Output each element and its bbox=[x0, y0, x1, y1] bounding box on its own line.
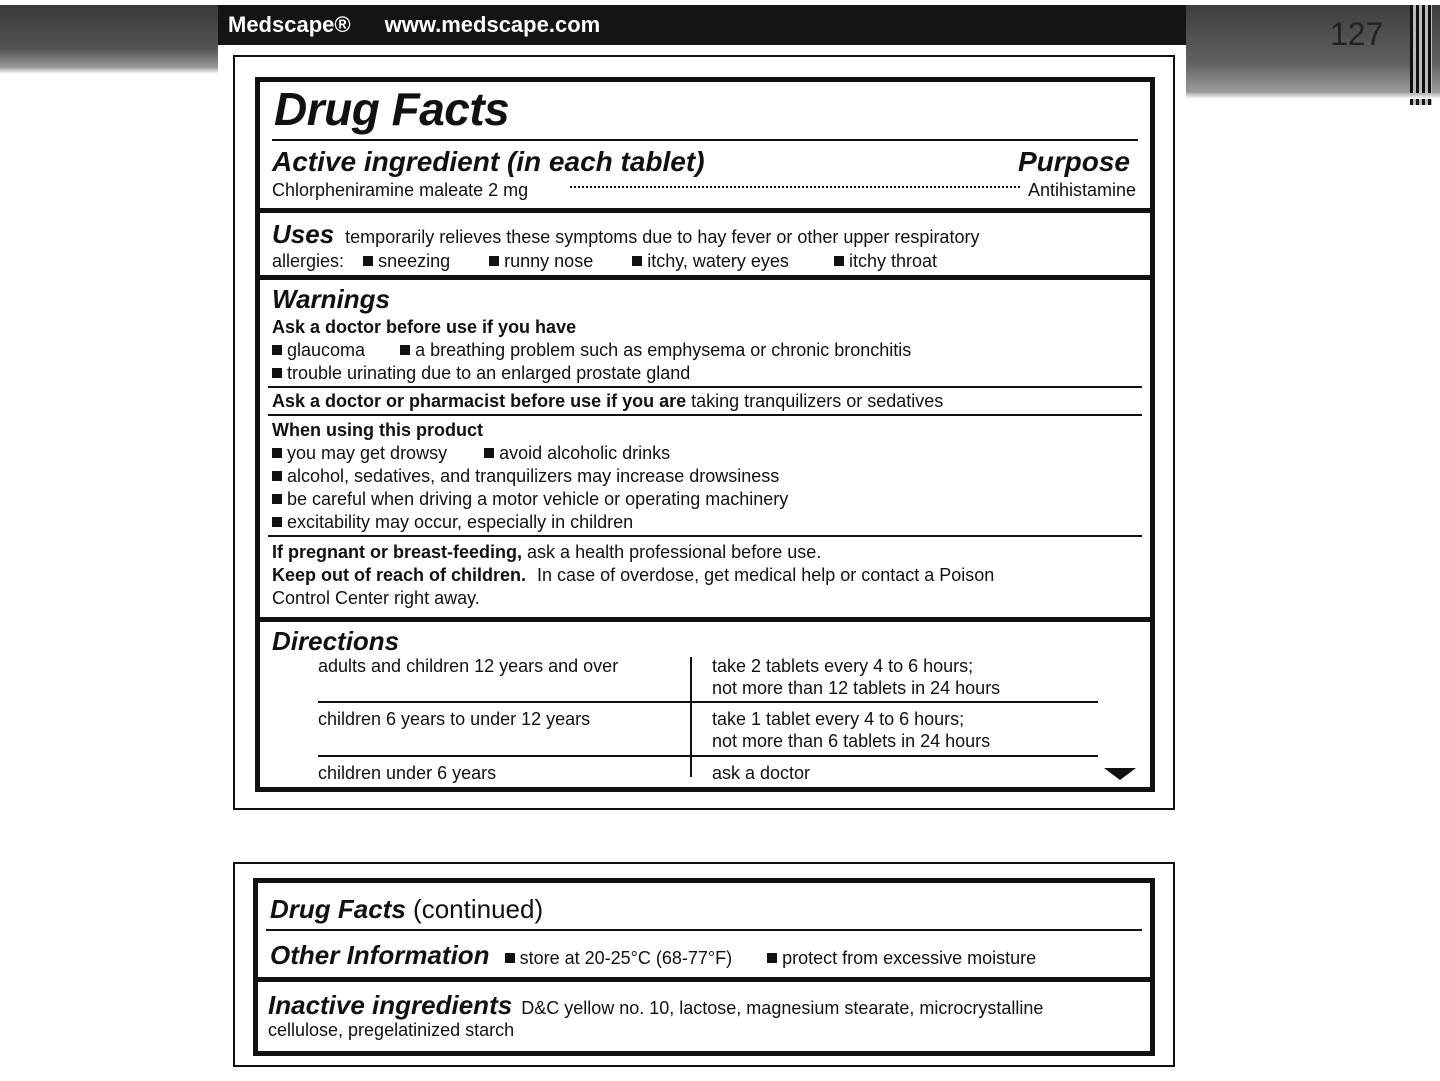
slide-number: 127 bbox=[1330, 16, 1384, 52]
pregnant-text: ask a health professional before use. bbox=[527, 542, 822, 562]
other-info-item: protect from excessive moisture bbox=[767, 948, 1036, 968]
ask-doctor-heading: Ask a doctor before use if you have bbox=[272, 317, 577, 337]
uses-item: runny nose bbox=[489, 251, 593, 271]
inactive-text-2: cellulose, pregelatinized starch bbox=[268, 1020, 515, 1040]
directions-column-divider bbox=[690, 657, 692, 777]
uses-item: sneezing bbox=[363, 251, 450, 271]
pregnant-line bbox=[272, 541, 821, 563]
directions-who: adults and children 12 years and over bbox=[318, 656, 619, 676]
uses-item: itchy, watery eyes bbox=[632, 251, 789, 271]
section-divider bbox=[258, 977, 1150, 982]
label-title: Drug Facts bbox=[274, 83, 510, 135]
when-using-item: be careful when driving a motor vehicle or operating machinery bbox=[272, 488, 788, 510]
other-info-line bbox=[270, 939, 1036, 971]
keep-out-line bbox=[272, 564, 994, 586]
directions-dose: take 2 tablets every 4 to 6 hours; bbox=[712, 656, 974, 676]
site-header bbox=[218, 5, 1186, 45]
directions-who: children under 6 years bbox=[318, 763, 497, 783]
directions-row-rule bbox=[318, 701, 1098, 703]
uses-text: temporarily relieves these symptoms due to hay fever or other upper respiratory bbox=[345, 227, 980, 247]
directions-row-rule bbox=[318, 755, 1098, 757]
section-divider bbox=[260, 275, 1150, 280]
directions-dose: ask a doctor bbox=[712, 763, 811, 783]
label-frame bbox=[233, 55, 1175, 810]
directions-dose: not more than 6 tablets in 24 hours bbox=[712, 731, 991, 751]
purpose-heading: Purpose bbox=[1017, 146, 1130, 177]
when-using-item: avoid alcoholic drinks bbox=[484, 443, 670, 463]
banner-right-gradient bbox=[1186, 5, 1440, 93]
uses-allergies-line bbox=[272, 250, 937, 272]
directions-dose: take 1 tablet every 4 to 6 hours; bbox=[712, 709, 965, 729]
other-info-heading: Other Information bbox=[270, 940, 490, 970]
uses-heading: Uses bbox=[272, 219, 335, 249]
section-divider bbox=[260, 617, 1150, 622]
when-using-heading: When using this product bbox=[272, 420, 483, 440]
uses-item: itchy throat bbox=[834, 251, 937, 271]
ask-pharmacist-line bbox=[272, 390, 943, 412]
ingredient-purpose: Antihistamine bbox=[1027, 180, 1136, 200]
continued-suffix: (continued) bbox=[413, 894, 544, 924]
warnings-rule bbox=[268, 535, 1142, 537]
warning-item: trouble urinating due to an enlarged prostate gland bbox=[272, 362, 690, 384]
directions-heading: Directions bbox=[272, 626, 400, 656]
banner-left-gradient bbox=[0, 5, 218, 68]
continued-arrow-icon bbox=[1104, 768, 1136, 780]
when-using-item: excitability may occur, especially in children bbox=[272, 511, 633, 533]
inactive-line bbox=[268, 989, 1043, 1021]
uses-allergies-label: allergies: bbox=[272, 251, 345, 271]
directions-who: children 6 years to under 12 years bbox=[318, 709, 591, 729]
site-url: www.medscape.com bbox=[384, 12, 601, 37]
leader-dots bbox=[570, 186, 1020, 188]
inactive-text: D&C yellow no. 10, lactose, magnesium stearate, microcrystalline bbox=[521, 998, 1044, 1018]
pregnant-heading: If pregnant or breast-feeding, bbox=[272, 542, 523, 562]
when-using-items-1 bbox=[272, 442, 670, 464]
keep-out-text-2: Control Center right away. bbox=[272, 588, 480, 608]
ask-pharmacist-heading: Ask a doctor or pharmacist before use if you are bbox=[272, 391, 687, 411]
section-divider bbox=[260, 208, 1150, 213]
ask-doctor-items-1 bbox=[272, 339, 911, 361]
active-ingredient-heading: Active ingredient (in each tablet) bbox=[272, 146, 705, 177]
other-info-item: store at 20-25°C (68-77°F) bbox=[505, 948, 732, 968]
when-using-item: alcohol, sedatives, and tranquilizers may increase drowsiness bbox=[272, 465, 779, 487]
warning-item: a breathing problem such as emphysema or chronic bronchitis bbox=[400, 340, 911, 360]
keep-out-text: In case of overdose, get medical help or contact a Poison bbox=[537, 565, 995, 585]
ingredient-name: Chlorpheniramine maleate 2 mg bbox=[272, 180, 529, 200]
title-rule bbox=[272, 139, 1138, 141]
warning-item: glaucoma bbox=[272, 340, 365, 360]
banner-stripes bbox=[1410, 5, 1432, 105]
inactive-heading: Inactive ingredients bbox=[268, 990, 513, 1020]
brand-name: Medscape® bbox=[228, 12, 351, 37]
continued-title-line bbox=[270, 893, 543, 925]
warnings-heading: Warnings bbox=[272, 284, 390, 314]
uses-line bbox=[272, 218, 979, 250]
directions-dose: not more than 12 tablets in 24 hours bbox=[712, 678, 1001, 698]
ask-pharmacist-text: taking tranquilizers or sedatives bbox=[691, 391, 944, 411]
continued-frame bbox=[233, 862, 1175, 1067]
continued-rule bbox=[266, 929, 1142, 931]
drug-facts-continued bbox=[253, 878, 1155, 1056]
keep-out-heading: Keep out of reach of children. bbox=[272, 565, 527, 585]
warnings-rule bbox=[268, 386, 1142, 388]
continued-title: Drug Facts bbox=[270, 894, 406, 924]
drug-facts-label bbox=[255, 77, 1155, 792]
when-using-item: you may get drowsy bbox=[272, 443, 447, 463]
warnings-rule bbox=[268, 414, 1142, 416]
